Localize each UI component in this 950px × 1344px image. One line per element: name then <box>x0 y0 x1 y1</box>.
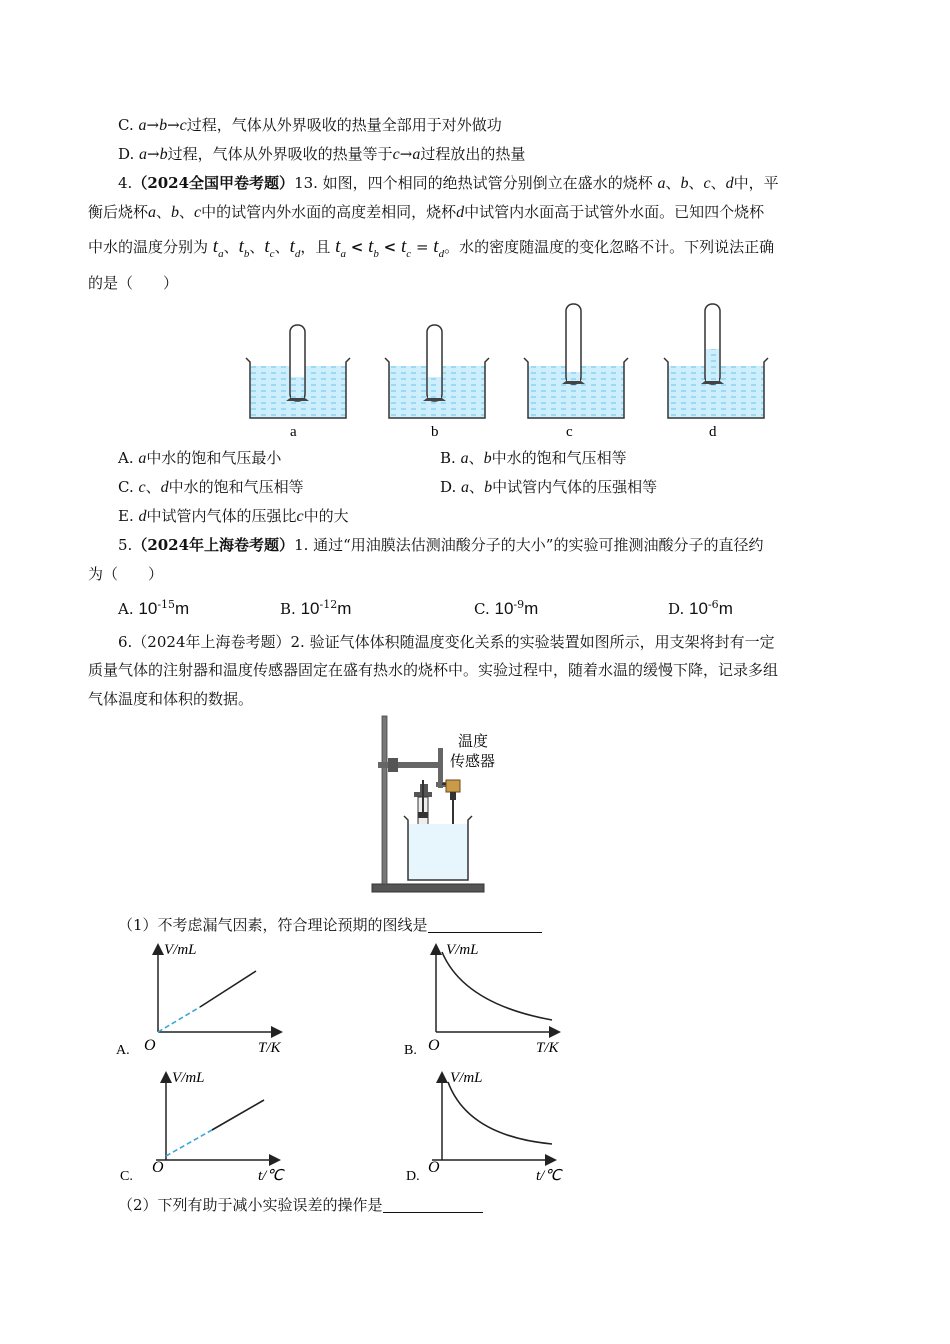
graph-d-label: D. <box>406 1169 420 1184</box>
sensor-label-line2: 传感器 <box>450 754 496 770</box>
q4-option-a: A. a中水的饱和气压最小 <box>118 449 282 467</box>
graph-a <box>116 942 282 1058</box>
beaker-b <box>385 325 489 418</box>
q4-stem-line1: 4.（2024全国甲卷考题）13. 如图，四个相同的绝热试管分别倒立在盛水的烧杯 a、b、c、d中，平 <box>118 174 779 192</box>
q4-source-tag: （2024全国甲卷考题） <box>132 174 295 192</box>
sensor-label-line1: 温度 <box>458 734 489 750</box>
graph-d-origin: O <box>428 1159 440 1176</box>
beaker-c <box>524 304 628 418</box>
graph-a-ylabel: V/mL <box>164 942 197 958</box>
q4-option-d: D. a、b中试管内气体的压强相等 <box>440 478 658 496</box>
q5-stem-line2: 为（ ） <box>88 565 164 583</box>
beakers-figure <box>240 298 770 443</box>
graph-d-ylabel: V/mL <box>450 1070 483 1086</box>
q6-sub2: （2）下列有助于减小实验误差的操作是 <box>118 1195 483 1215</box>
q5-option-d: D. $10^{-6}m$ <box>668 598 733 618</box>
graph-c-origin: O <box>152 1159 164 1176</box>
q5-option-a: A. $10^{-15}m$ <box>118 598 190 618</box>
beaker-label-b: b <box>431 424 439 440</box>
graph-b <box>404 942 560 1058</box>
apparatus-figure <box>366 712 516 898</box>
graph-a-origin: O <box>144 1037 156 1054</box>
q6-sub1: （1）不考虑漏气因素，符合理论预期的图线是 <box>118 915 542 935</box>
q4-option-e: E. d中试管内气体的压强比c中的大 <box>118 507 349 525</box>
beaker-label-c: c <box>566 424 573 440</box>
q6-stem-line1: 6.（2024年上海卷考题）2. 验证气体体积随温度变化关系的实验装置如图所示，用支架将封有一定 <box>118 633 775 651</box>
q5-source-tag: （2024年上海卷考题） <box>132 536 295 554</box>
graph-b-xlabel: T/K <box>536 1040 559 1056</box>
graph-b-ylabel: V/mL <box>446 942 479 958</box>
beaker-label-a: a <box>290 424 297 440</box>
q5-option-c: C. $10^{-9}m$ <box>474 598 539 618</box>
beaker-label-d: d <box>709 424 717 440</box>
q5-stem-line1: 5.（2024年上海卷考题）1. 通过“用油膜法估测油酸分子的大小”的实验可推测油酸分子的直径约 <box>118 536 764 554</box>
beaker-a <box>246 325 350 418</box>
q5-option-b: B. $10^{-12}m$ <box>280 598 352 618</box>
q3-option-c: C. a→b→c过程，气体从外界吸收的热量全部用于对外做功 <box>118 116 502 134</box>
graph-a-xlabel: T/K <box>258 1040 281 1056</box>
q4-stem-line4: 的是（ ） <box>88 274 179 292</box>
q4-option-b: B. a、b中水的饱和气压相等 <box>440 449 627 467</box>
graph-d <box>406 1070 563 1184</box>
graph-c-ylabel: V/mL <box>172 1070 205 1086</box>
q4-stem-line3: 中水的温度分别为 $t_a$、$t_b$、$t_c$、$t_d$，且 $t_a < t_b < t_c = t_d$。水的密度随温度的变化忽略不计。下列说法正确 <box>88 236 775 260</box>
graph-a-label: A. <box>116 1043 130 1058</box>
graph-d-xlabel: t/℃ <box>536 1168 562 1184</box>
graph-c <box>120 1070 285 1184</box>
graph-b-origin: O <box>428 1037 440 1054</box>
graph-b-label: B. <box>404 1043 417 1058</box>
graph-c-xlabel: t/℃ <box>258 1168 284 1184</box>
graph-c-label: C. <box>120 1169 133 1184</box>
graphs-figure <box>112 932 582 1187</box>
q6-stem-line3: 气体温度和体积的数据。 <box>88 690 254 708</box>
q6-sub2-answer-blank[interactable] <box>383 1212 483 1213</box>
q4-stem-line2: 衡后烧杯a、b、c中的试管内外水面的高度差相同，烧杯d中试管内水面高于试管外水面。已知四个烧杯 <box>88 203 765 221</box>
q6-stem-line2: 质量气体的注射器和温度传感器固定在盛有热水的烧杯中。实验过程中，随着水温的缓慢下降，记录多组 <box>88 661 779 679</box>
beaker-d <box>664 304 768 418</box>
q3-option-d: D. a→b过程，气体从外界吸收的热量等于c→a过程放出的热量 <box>118 145 526 163</box>
q4-option-c: C. c、d中水的饱和气压相等 <box>118 478 304 496</box>
